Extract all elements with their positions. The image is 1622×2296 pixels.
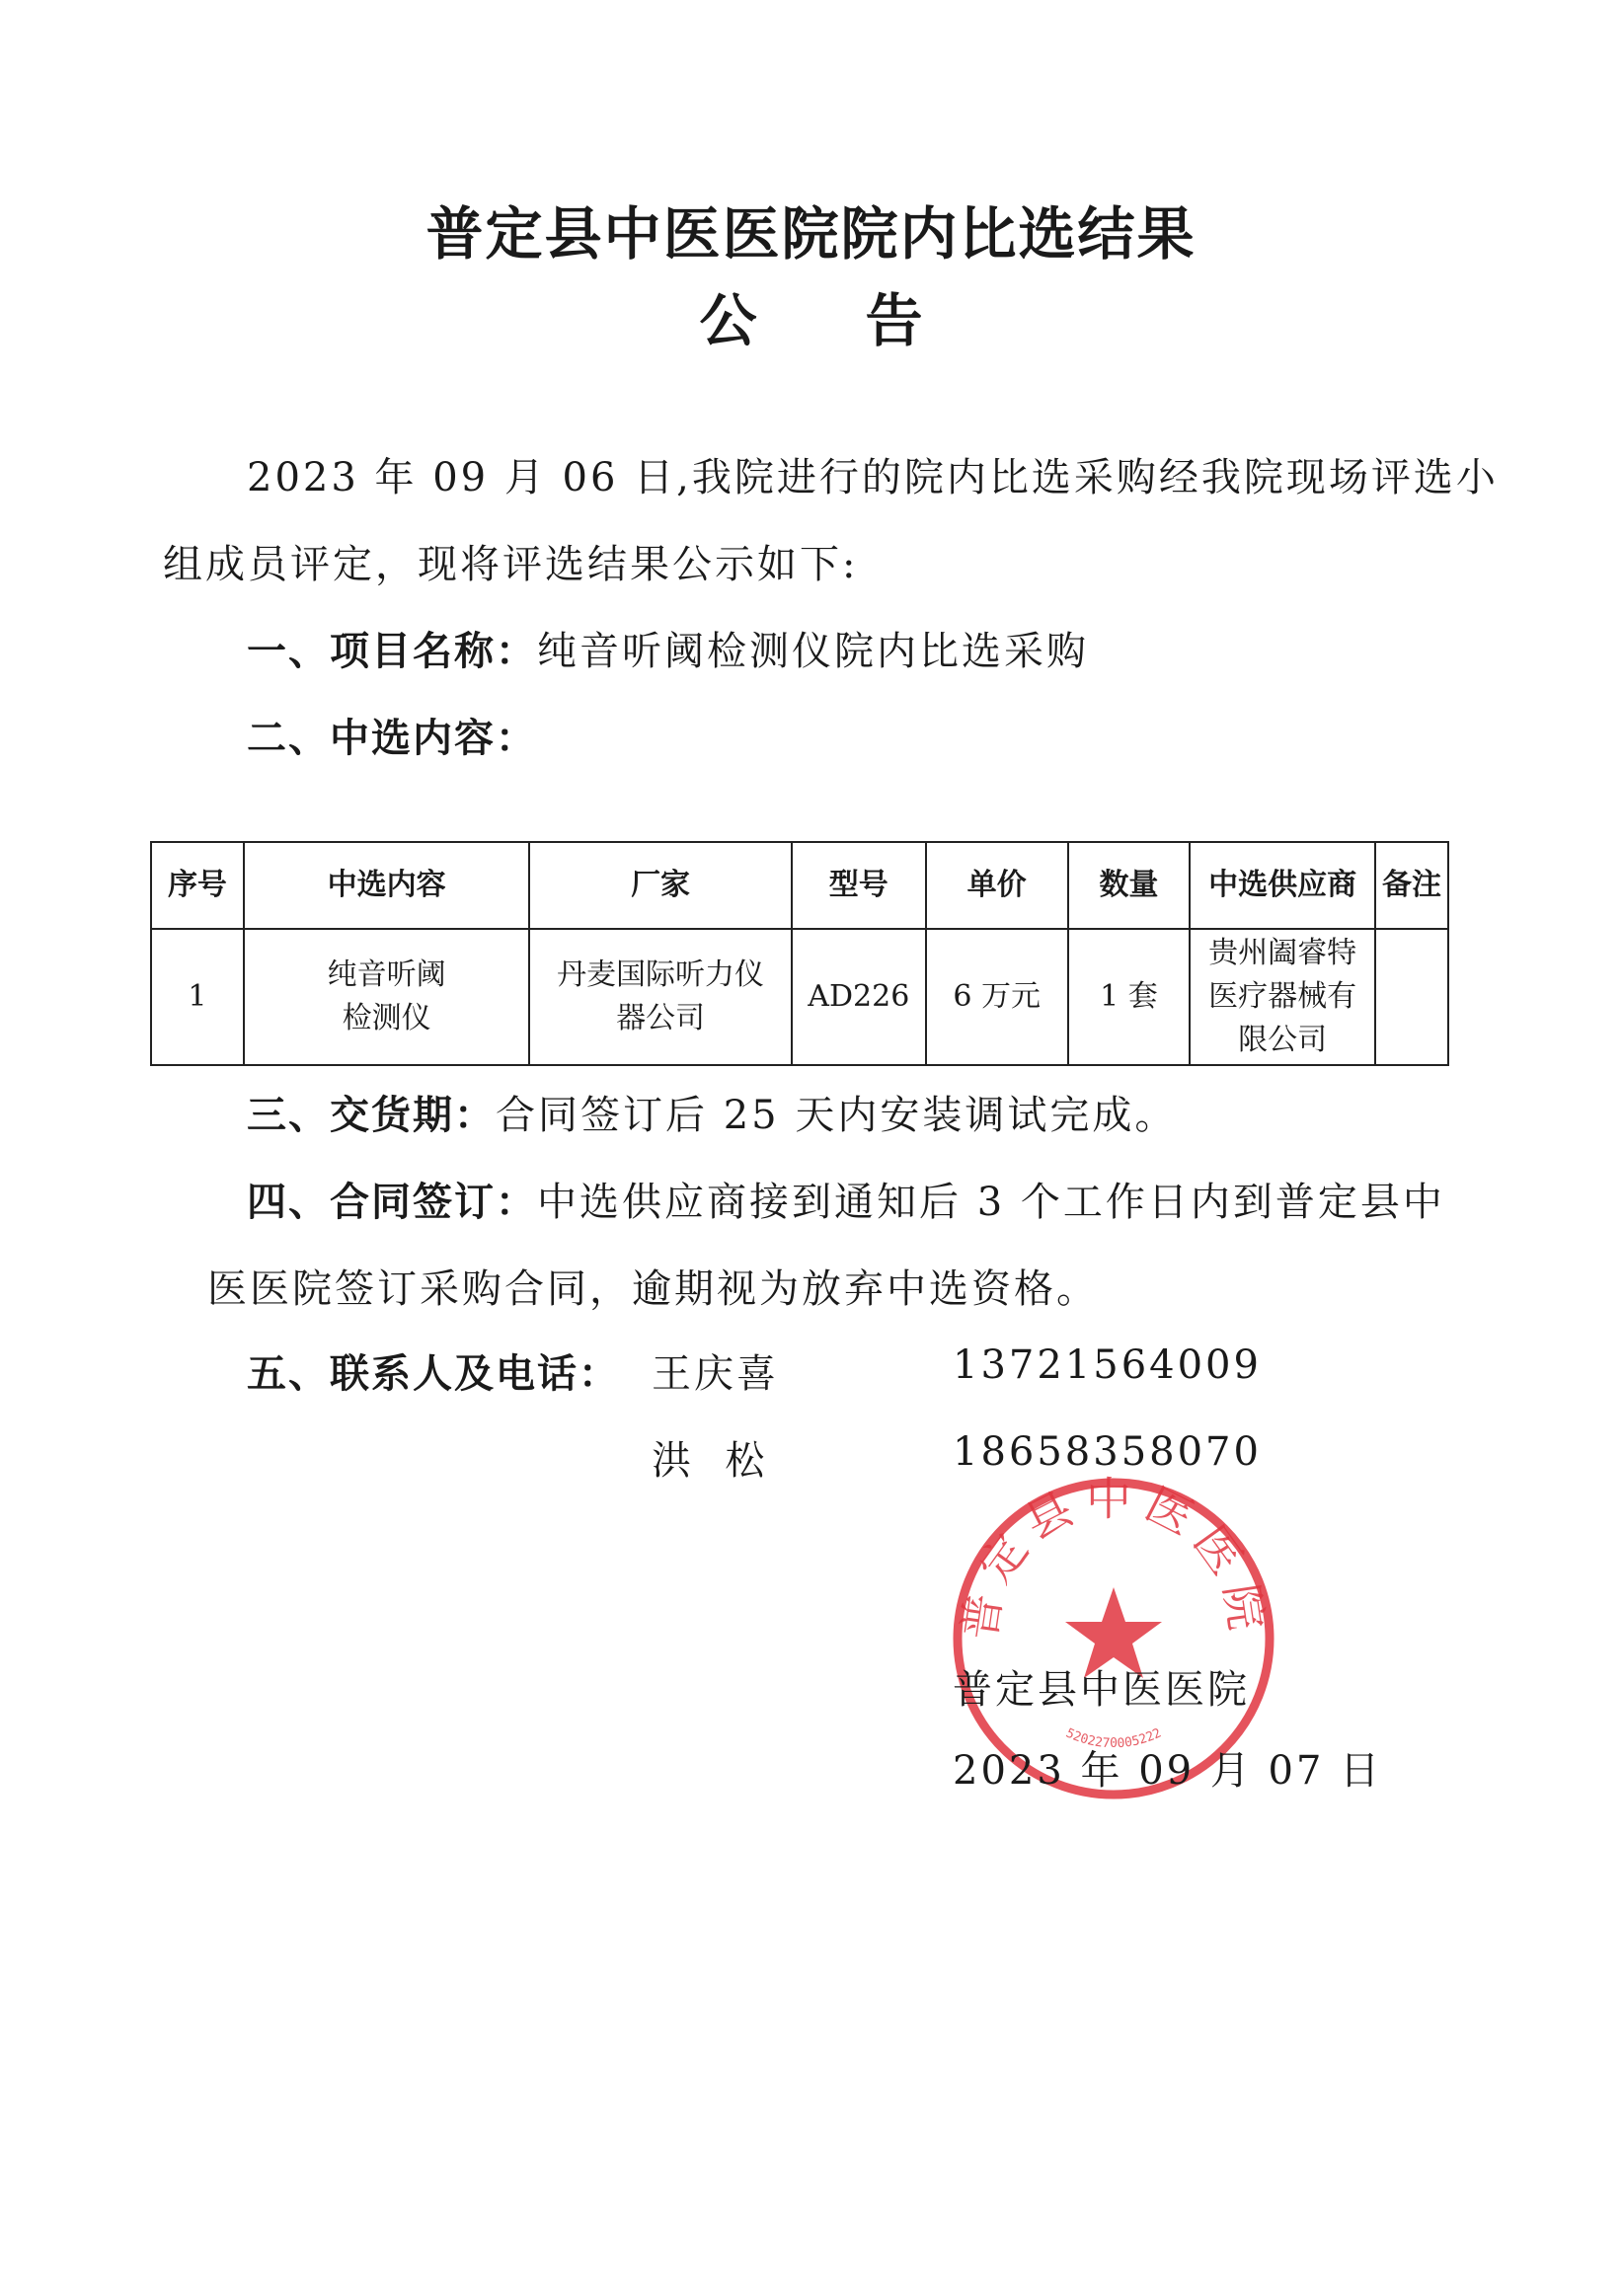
column-header: 中选内容 bbox=[244, 842, 529, 929]
column-header: 序号 bbox=[151, 842, 244, 929]
result-table bbox=[150, 841, 1449, 1066]
seal-text: 普定县中医医院 bbox=[952, 1472, 1275, 1644]
table-header-row bbox=[151, 842, 1448, 929]
column-header: 中选供应商 bbox=[1190, 842, 1375, 929]
section-label: 四、合同签订： bbox=[247, 1180, 537, 1225]
cell-text: 纯音听阈 bbox=[327, 957, 446, 992]
cell-text: 器公司 bbox=[616, 1001, 706, 1035]
section-project-name bbox=[247, 620, 1089, 676]
section-contract bbox=[247, 1171, 1445, 1227]
column-header: 型号 bbox=[792, 842, 926, 929]
cell-note bbox=[1375, 929, 1448, 1065]
contact-phone: 18658358070 bbox=[953, 1429, 1262, 1475]
signature-org: 普定县中医医院 bbox=[953, 1667, 1250, 1713]
section-contact-label bbox=[247, 1342, 620, 1399]
intro-line-1: 2023 年 09 月 06 日,我院进行的院内比选采购经我院现场评选小 bbox=[247, 455, 1499, 500]
cell-supplier bbox=[1190, 929, 1375, 1065]
column-header: 厂家 bbox=[529, 842, 792, 929]
column-header: 单价 bbox=[926, 842, 1068, 929]
cell-item bbox=[244, 929, 529, 1065]
cell-quantity: 1 套 bbox=[1068, 929, 1191, 1065]
cell-text: 丹麦国际听力仪 bbox=[557, 957, 765, 992]
section-label: 三、交货期： bbox=[247, 1093, 496, 1138]
section-selected-content bbox=[247, 707, 537, 763]
section-label: 五、联系人及电话： bbox=[247, 1351, 620, 1397]
section-value: 合同签订后 25 天内安装调试完成。 bbox=[496, 1093, 1178, 1138]
seal-code: 5202270005222 bbox=[1063, 1725, 1164, 1752]
cell-text: 贵州阖睿特 bbox=[1208, 936, 1357, 970]
section-value: 中选供应商接到通知后 3 个工作日内到普定县中 bbox=[537, 1180, 1445, 1225]
column-header: 数量 bbox=[1068, 842, 1191, 929]
cell-price: 6 万元 bbox=[926, 929, 1068, 1065]
cell-model: AD226 bbox=[792, 929, 926, 1065]
cell-index: 1 bbox=[151, 929, 244, 1065]
contact-name: 王庆喜 bbox=[652, 1351, 779, 1397]
cell-text: 检测仪 bbox=[342, 1001, 431, 1035]
cell-text: 限公司 bbox=[1238, 1023, 1328, 1057]
cell-text: 医疗器械有 bbox=[1208, 979, 1357, 1014]
section-contract-cont: 医医院签订采购合同，逾期视为放弃中选资格。 bbox=[207, 1266, 1099, 1312]
cell-maker bbox=[529, 929, 792, 1065]
document-subtitle: 公告 bbox=[699, 287, 1032, 354]
table-row bbox=[151, 929, 1448, 1065]
section-value: 纯音听阈检测仪院内比选采购 bbox=[537, 629, 1089, 674]
signature-date: 2023 年 09 月 07 日 bbox=[953, 1748, 1383, 1794]
section-label: 一、项目名称： bbox=[247, 629, 537, 674]
column-header: 备注 bbox=[1375, 842, 1448, 929]
section-delivery bbox=[247, 1084, 1177, 1140]
section-label: 二、中选内容： bbox=[247, 716, 537, 761]
contact-name: 洪 松 bbox=[652, 1438, 768, 1484]
contact-phone: 13721564009 bbox=[953, 1342, 1262, 1388]
intro-line-2: 组成员评定，现将评选结果公示如下: bbox=[163, 542, 859, 587]
document-title: 普定县中医医院院内比选结果 bbox=[425, 200, 1197, 268]
